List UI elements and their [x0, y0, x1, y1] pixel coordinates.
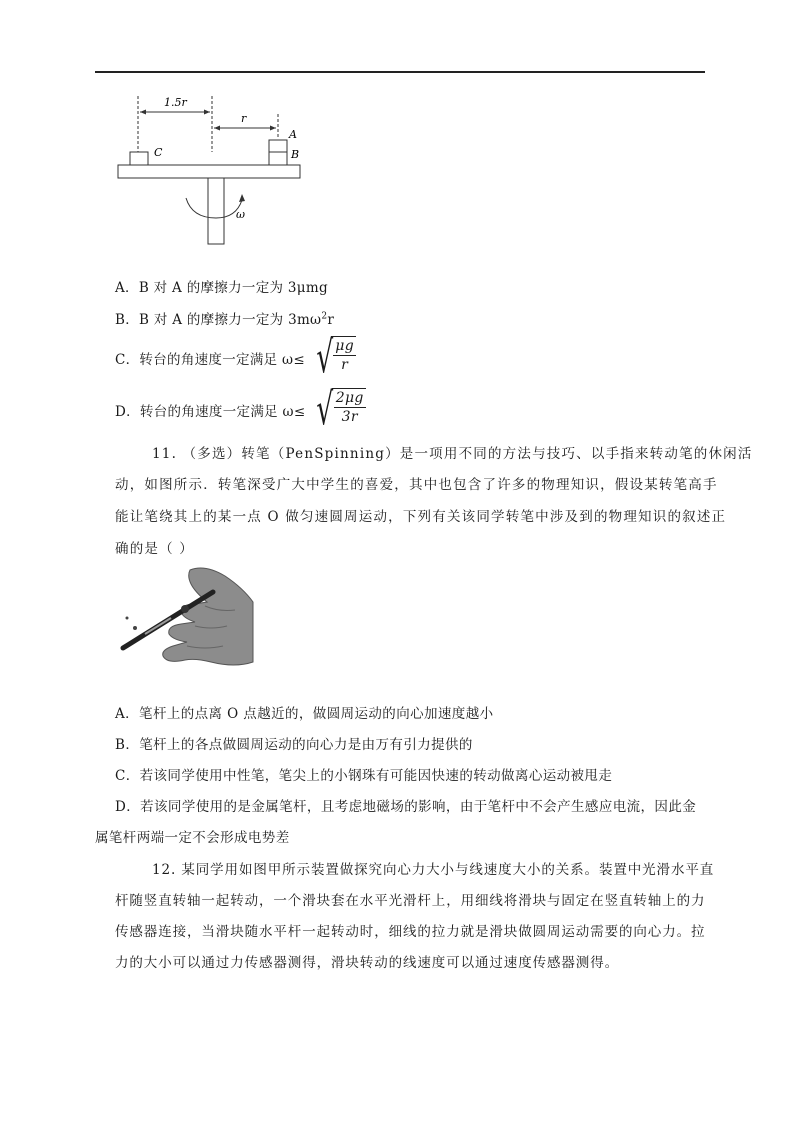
- block-b: [269, 152, 287, 165]
- q11-line4: 确的是（ ）: [115, 541, 194, 557]
- q12-line3: 传感器连接，当滑块随水平杆一起转动时，细线的拉力就是滑块做圆周运动需要的向心力。拉: [115, 924, 706, 940]
- option-d: D．转台的角速度一定满足 ω≤ √ $\frac{2\mu g}{3r}$: [115, 384, 364, 435]
- dist-label-left: 1.5r: [164, 96, 187, 109]
- turntable: [118, 165, 300, 178]
- q11-line1: 11. （多选）转笔（PenSpinning）是一项用不同的方法与技巧、以手指来转动笔的休闲活: [152, 446, 753, 462]
- q12-line1: 12. 某同学用如图甲所示装置做探究向心力大小与线速度大小的关系。装置中光滑水平直: [152, 862, 715, 878]
- q12-line2: 杆随竖直转轴一起转动，一个滑块套在水平光滑杆上，用细线将滑块与固定在竖直转轴上的力: [115, 893, 706, 909]
- q11-option-d-line1: D．若该同学使用的是金属笔杆，且考虑地磁场的影响，由于笔杆中不会产生感应电流，因此金: [115, 799, 697, 815]
- label-a: A: [289, 128, 297, 141]
- block-c: [130, 152, 148, 165]
- q11-line2: 动，如图所示．转笔深受广大中学生的喜爱，其中也包含了许多的物理知识，假设某转笔高手: [115, 477, 718, 493]
- header-rule: [95, 71, 705, 73]
- option-c: C．转台的角速度一定满足 ω≤ √ $\frac{\mu g}{r}$: [115, 332, 354, 383]
- turntable-figure: [110, 90, 320, 250]
- q12-line4: 力的大小可以通过力传感器测得，滑块转动的线速度可以通过速度传感器测得。: [115, 955, 619, 971]
- sqrt-d: √ $\frac{2\mu g}{3r}$: [316, 384, 364, 435]
- q11-option-b: B．笔杆上的各点做圆周运动的向心力是由万有引力提供的: [115, 737, 473, 753]
- omega-label: ω: [236, 208, 245, 221]
- shaft: [208, 178, 224, 244]
- option-a: A．B 对 A 的摩擦力一定为 3μmg: [115, 280, 328, 296]
- q11-option-d-line2: 属笔杆两端一定不会形成电势差: [95, 830, 290, 846]
- sqrt-c: √ $\frac{\mu g}{r}$: [316, 332, 354, 383]
- label-c: C: [154, 146, 163, 159]
- dist-label-right: r: [241, 112, 247, 125]
- option-b: B．B 对 A 的摩擦力一定为 $3m\omega^2r$: [115, 311, 335, 328]
- label-b: B: [291, 148, 300, 161]
- q11-option-a: A．笔杆上的点离 O 点越近的，做圆周运动的向心加速度越小: [115, 706, 494, 722]
- q11-option-c: C．若该同学使用中性笔，笔尖上的小钢珠有可能因快速的转动做离心运动被甩走: [115, 768, 613, 784]
- q11-line3: 能让笔绕其上的某一点 O 做匀速圆周运动，下列有关该同学转笔中涉及到的物理知识的叙述正: [115, 509, 727, 525]
- block-a: [269, 140, 287, 153]
- pen-spinning-hand-image: [115, 562, 255, 674]
